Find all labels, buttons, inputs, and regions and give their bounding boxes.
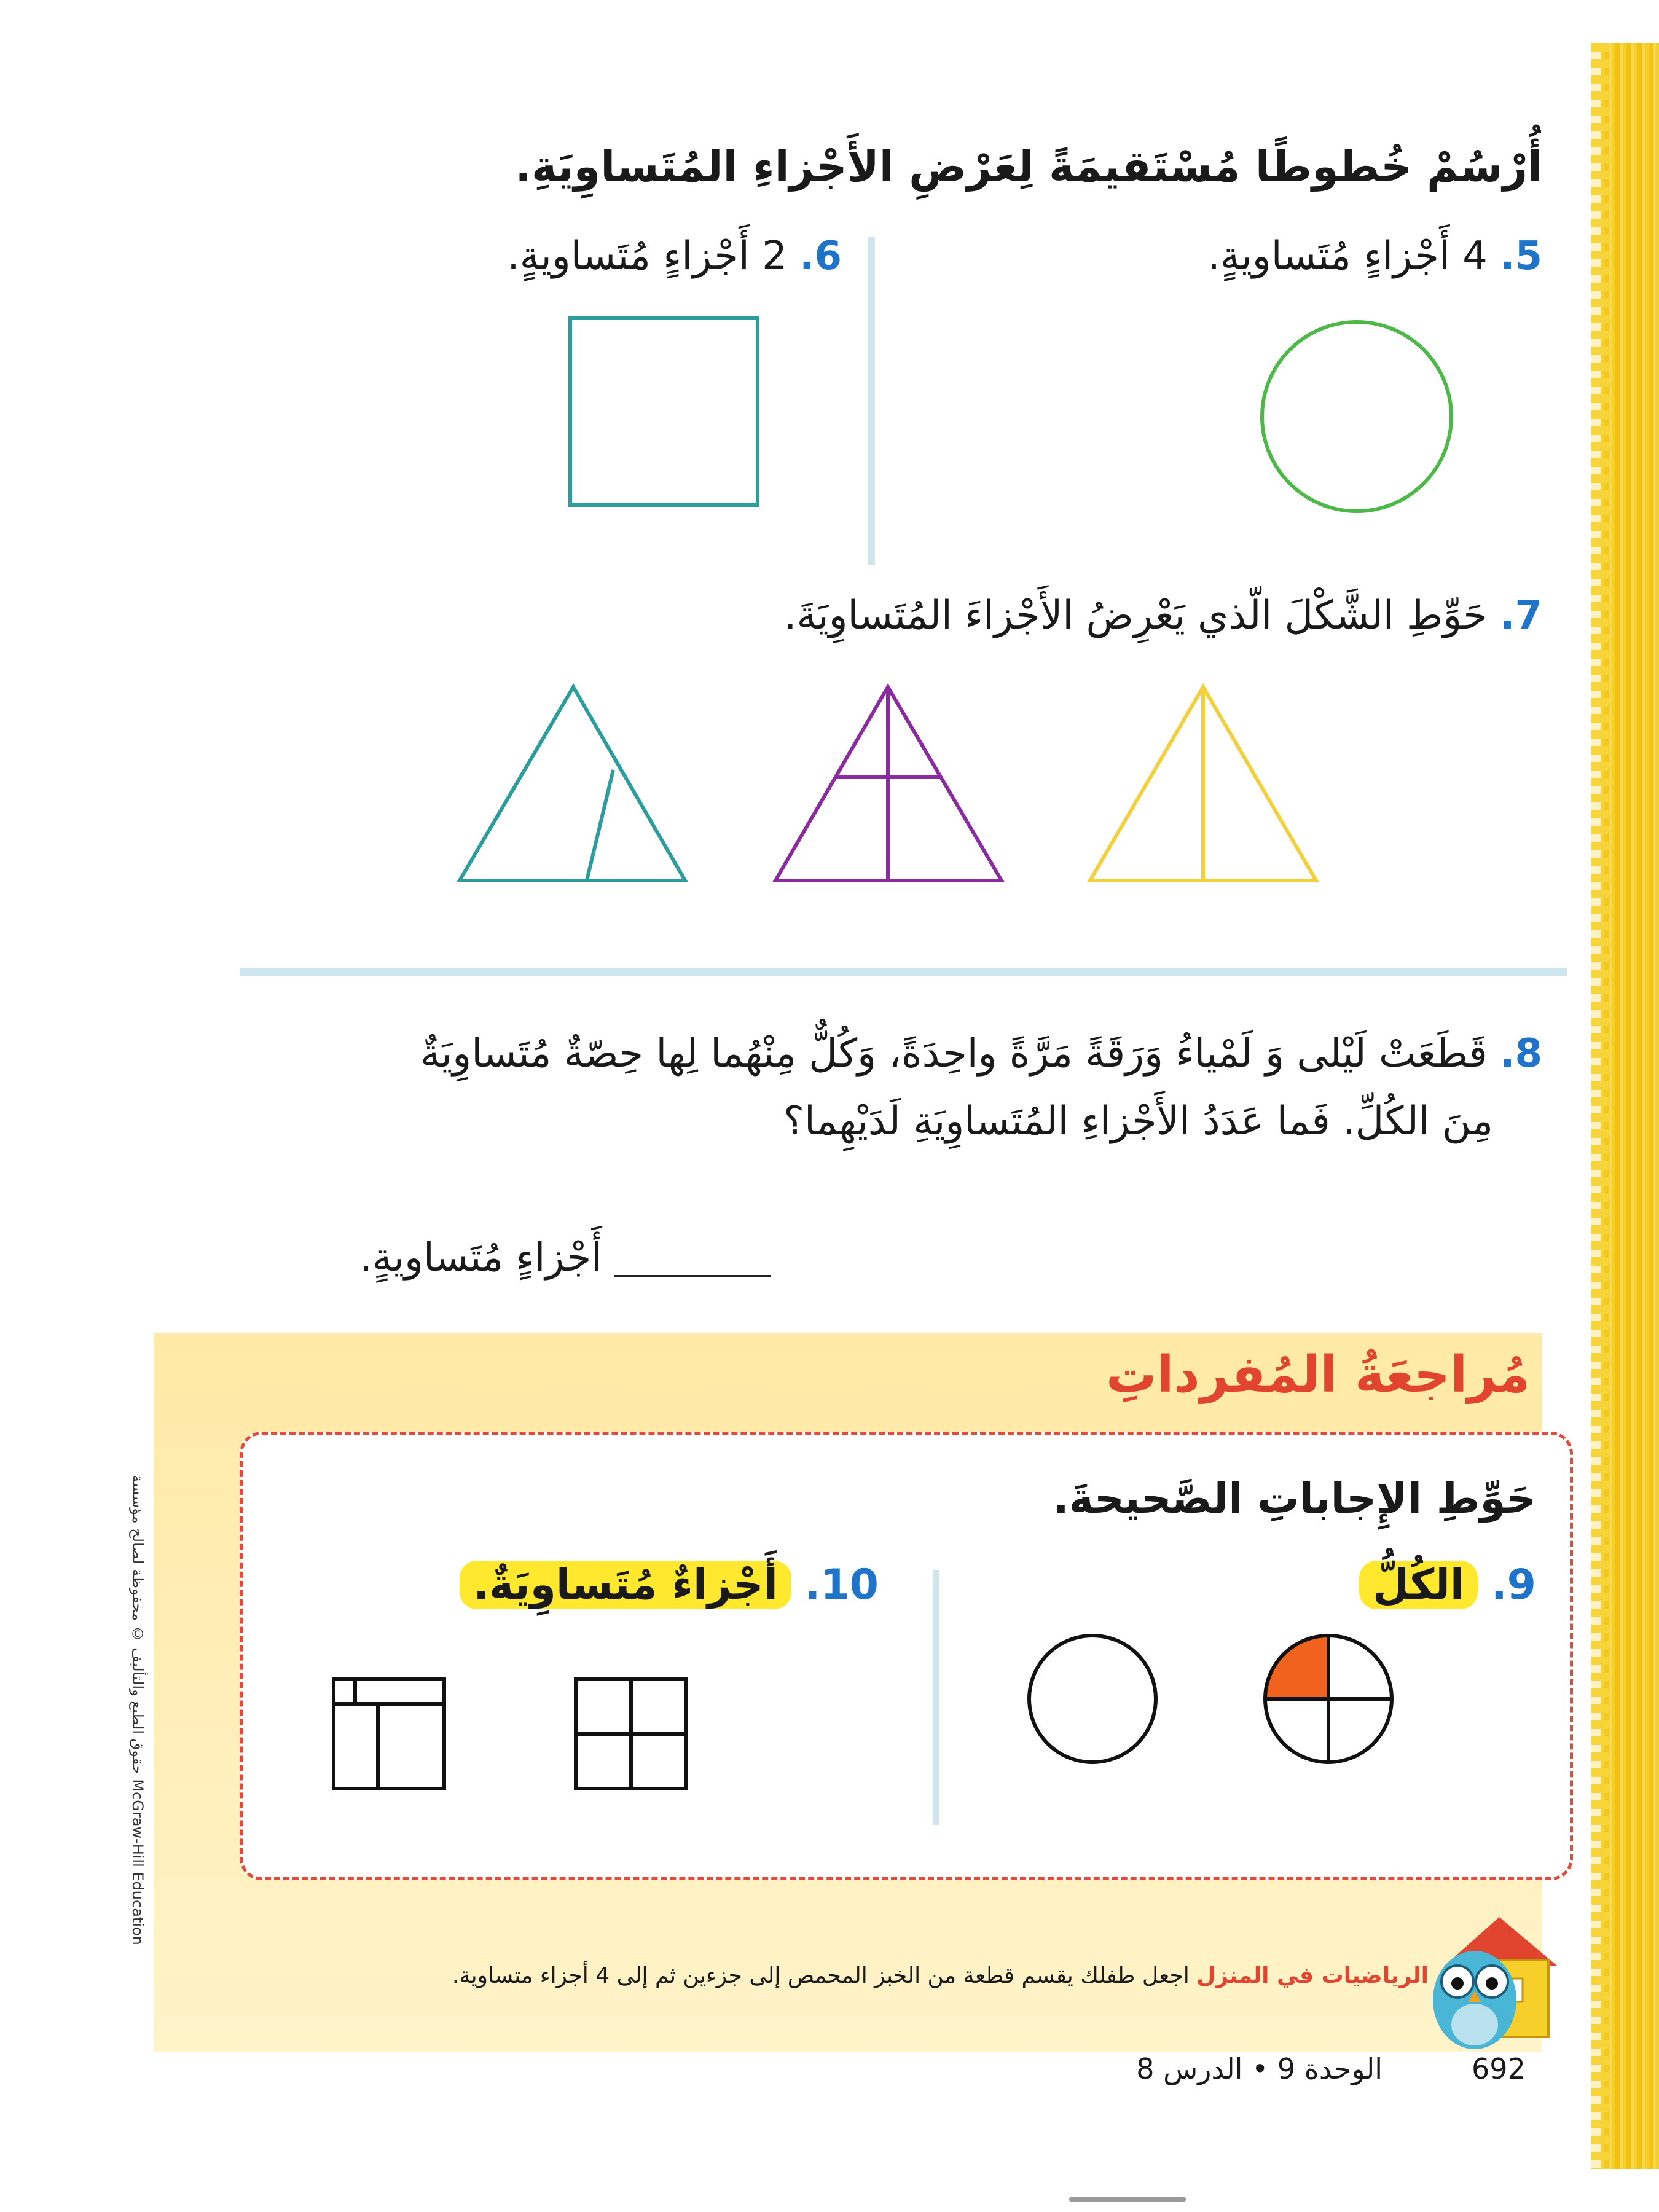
- question-8-line-1: قَطَعَتْ لَيْلى وَ لَمْياءُ وَرَقَةً مَرَّةً واحِدَةً، وَكُلٌّ مِنْهُما لِها حِصّةٌ مُتَساوِيَةٌ: [420, 1031, 1488, 1077]
- question-6-number: 6.: [799, 233, 842, 279]
- footer-bullet: •: [1252, 2052, 1269, 2085]
- unit-lesson: [1136, 2052, 1382, 2085]
- home-note-label: الرياضيات في المنزل: [1196, 1963, 1429, 1988]
- copyright-notice: حقوق الطبع والتأليف © محفوظة لصالح مؤسسة McGraw-Hill Education: [129, 1475, 146, 1945]
- question-5-number: 5.: [1500, 233, 1542, 279]
- home-note-text: اجعل طفلك يقسم قطعة من الخبز المحمص إلى جزءين ثم إلى 4 أجزاء متساوية.: [452, 1963, 1190, 1988]
- question-9-term: الكُلُّ: [1359, 1561, 1478, 1609]
- question-7-text: حَوِّطِ الشَّكْلَ الّذي يَعْرِضُ الأَجْزاءَ المُتَساوِيَةَ.: [784, 593, 1488, 638]
- question-6-text: 2 أَجْزاءٍ مُتَساويةٍ.: [507, 233, 787, 279]
- vocab-title: مُراجعَةُ المُفرداتِ: [1105, 1346, 1530, 1404]
- instruction-title: أُرْسُمْ خُطوطًا مُسْتَقيمَةً لِعَرْضِ الأَجْزاءِ المُتَساوِيَةِ.: [515, 141, 1542, 192]
- question-10-term: أَجْزاءٌ مُتَساوِيَةٌ.: [460, 1561, 791, 1609]
- vocab-instruction: حَوِّطِ الإِجاباتِ الصَّحيحةَ.: [1053, 1475, 1536, 1523]
- question-7-number: 7.: [1500, 593, 1542, 638]
- home-indicator[interactable]: [1069, 2197, 1186, 2202]
- question-10-number: 10.: [804, 1561, 879, 1609]
- home-note: [452, 1963, 1429, 1988]
- question-8-answer-suffix: أَجْزاءٍ مُتَساويةٍ.: [359, 1235, 602, 1281]
- circle-whole[interactable]: [1029, 1636, 1156, 1762]
- unit-label: الوحدة 9: [1277, 2052, 1382, 2085]
- question-9-number: 9.: [1491, 1561, 1536, 1609]
- question-8-line-2: مِنَ الكُلِّ. فَما عَدَدُ الأَجْزاءِ المُتَساوِيَةِ لَدَيْهِما؟: [783, 1099, 1493, 1144]
- page-number: 692: [1472, 2052, 1526, 2085]
- circle-quarters[interactable]: [1265, 1636, 1392, 1762]
- question-5-text: 4 أَجْزاءٍ مُتَساويةٍ.: [1207, 233, 1488, 279]
- square-equal-quarters[interactable]: [576, 1679, 686, 1789]
- square-unequal-parts[interactable]: [334, 1679, 444, 1789]
- lesson-label: الدرس 8: [1136, 2052, 1243, 2085]
- question-8-number: 8.: [1500, 1031, 1542, 1077]
- owl-house-icon: [1433, 1917, 1558, 2049]
